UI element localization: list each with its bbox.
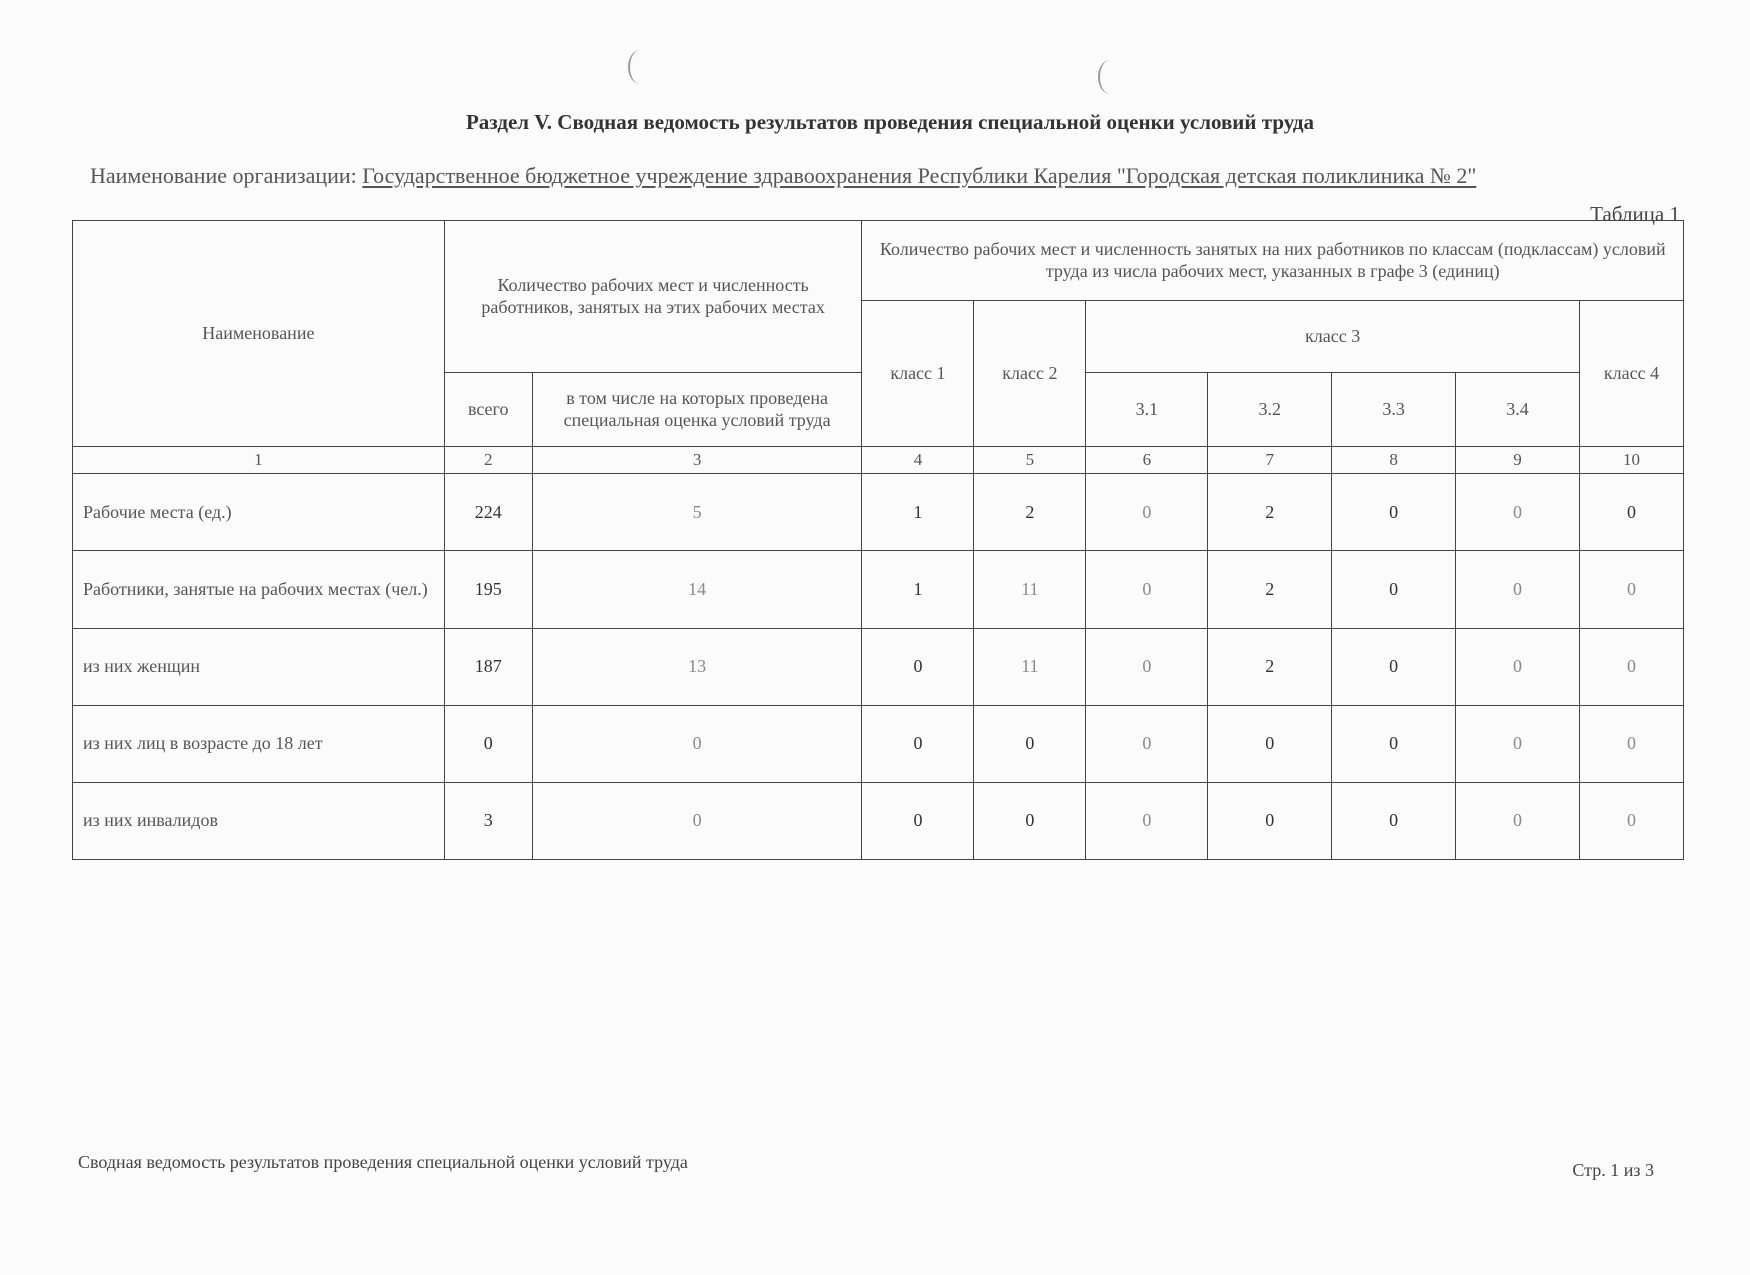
table-cell: 0 [1086, 628, 1208, 705]
table-cell: 224 [444, 474, 532, 551]
organization-label: Наименование организации: [90, 163, 357, 188]
table-cell: 0 [1086, 551, 1208, 628]
row-label: из них инвалидов [73, 782, 445, 859]
table-cell: 0 [1456, 628, 1580, 705]
header-sub31: 3.1 [1086, 373, 1208, 447]
table-cell: 0 [1332, 628, 1456, 705]
table-cell: 1 [862, 551, 974, 628]
table-cell: 11 [974, 628, 1086, 705]
column-number: 4 [862, 447, 974, 474]
table-cell: 11 [974, 551, 1086, 628]
column-number: 6 [1086, 447, 1208, 474]
table-cell: 13 [532, 628, 862, 705]
table-row [73, 551, 1684, 628]
table-cell: 0 [862, 705, 974, 782]
table-cell: 5 [532, 474, 862, 551]
organization-name: Государственное бюджетное учреждение здравоохранения Республики Карелия "Городская детская поликлиника № 2" [362, 163, 1477, 188]
footer-document-name: Сводная ведомость результатов проведения специальной оценки условий труда [78, 1152, 688, 1172]
table-row [73, 628, 1684, 705]
punch-hole-mark [628, 50, 652, 84]
header-workplaces: Количество рабочих мест и численность работников, занятых на этих рабочих местах [444, 221, 862, 373]
organization-line [90, 163, 1476, 189]
table-cell: 0 [1332, 474, 1456, 551]
table-cell: 0 [1208, 782, 1332, 859]
table-cell: 0 [1456, 474, 1580, 551]
header-sub32: 3.2 [1208, 373, 1332, 447]
table-cell: 187 [444, 628, 532, 705]
summary-table [72, 220, 1684, 860]
table-cell: 3 [444, 782, 532, 859]
header-assessed: в том числе на которых проведена специальная оценка условий труда [532, 373, 862, 447]
header-class1: класс 1 [862, 301, 974, 447]
table-row [73, 705, 1684, 782]
header-name: Наименование [73, 221, 445, 447]
table-cell: 14 [532, 551, 862, 628]
table-row [73, 474, 1684, 551]
header-classes: Количество рабочих мест и численность занятых на них работников по классам (подклассам) условий труда из числа рабочих мест, указанных в графе 3 (единиц) [862, 221, 1684, 301]
header-sub33: 3.3 [1332, 373, 1456, 447]
table-cell: 0 [1456, 705, 1580, 782]
column-number-row [73, 447, 1684, 474]
table-cell: 0 [1208, 705, 1332, 782]
table-cell: 0 [1332, 705, 1456, 782]
footer-page-number: Стр. 1 из 3 [1572, 1160, 1654, 1180]
table-cell: 2 [974, 474, 1086, 551]
table-cell: 0 [862, 782, 974, 859]
header-class4: класс 4 [1579, 301, 1683, 447]
column-number: 2 [444, 447, 532, 474]
row-label: Работники, занятые на рабочих местах (чел.) [73, 551, 445, 628]
table-cell: 0 [1086, 782, 1208, 859]
table-cell: 195 [444, 551, 532, 628]
table-cell: 0 [1579, 628, 1683, 705]
table-cell: 0 [1332, 551, 1456, 628]
table-cell: 0 [1456, 782, 1580, 859]
table-label: Таблица 1 [1590, 202, 1680, 226]
table-cell: 0 [1579, 551, 1683, 628]
document-title: Раздел V. Сводная ведомость результатов проведения специальной оценки условий труда [465, 110, 1315, 134]
table-cell: 2 [1208, 551, 1332, 628]
table-cell: 0 [862, 628, 974, 705]
table-cell: 2 [1208, 628, 1332, 705]
table-cell: 0 [1332, 782, 1456, 859]
table-cell: 0 [1579, 782, 1683, 859]
table-cell: 0 [532, 782, 862, 859]
table-cell: 0 [1579, 474, 1683, 551]
table-cell: 0 [1086, 705, 1208, 782]
table-cell: 2 [1208, 474, 1332, 551]
header-sub34: 3.4 [1456, 373, 1580, 447]
header-total: всего [444, 373, 532, 447]
table-cell: 0 [1456, 551, 1580, 628]
column-number: 10 [1579, 447, 1683, 474]
table-row [73, 782, 1684, 859]
table-cell: 0 [1086, 474, 1208, 551]
table-cell: 0 [1579, 705, 1683, 782]
table-cell: 0 [444, 705, 532, 782]
header-class2: класс 2 [974, 301, 1086, 447]
row-label: из них лиц в возрасте до 18 лет [73, 705, 445, 782]
table-cell: 1 [862, 474, 974, 551]
row-label: Рабочие места (ед.) [73, 474, 445, 551]
header-class3: класс 3 [1086, 301, 1580, 373]
punch-hole-mark [1098, 60, 1122, 94]
column-number: 8 [1332, 447, 1456, 474]
column-number: 9 [1456, 447, 1580, 474]
row-label: из них женщин [73, 628, 445, 705]
table-cell: 0 [532, 705, 862, 782]
column-number: 3 [532, 447, 862, 474]
table-cell: 0 [974, 782, 1086, 859]
column-number: 5 [974, 447, 1086, 474]
table-cell: 0 [974, 705, 1086, 782]
column-number: 1 [73, 447, 445, 474]
column-number: 7 [1208, 447, 1332, 474]
